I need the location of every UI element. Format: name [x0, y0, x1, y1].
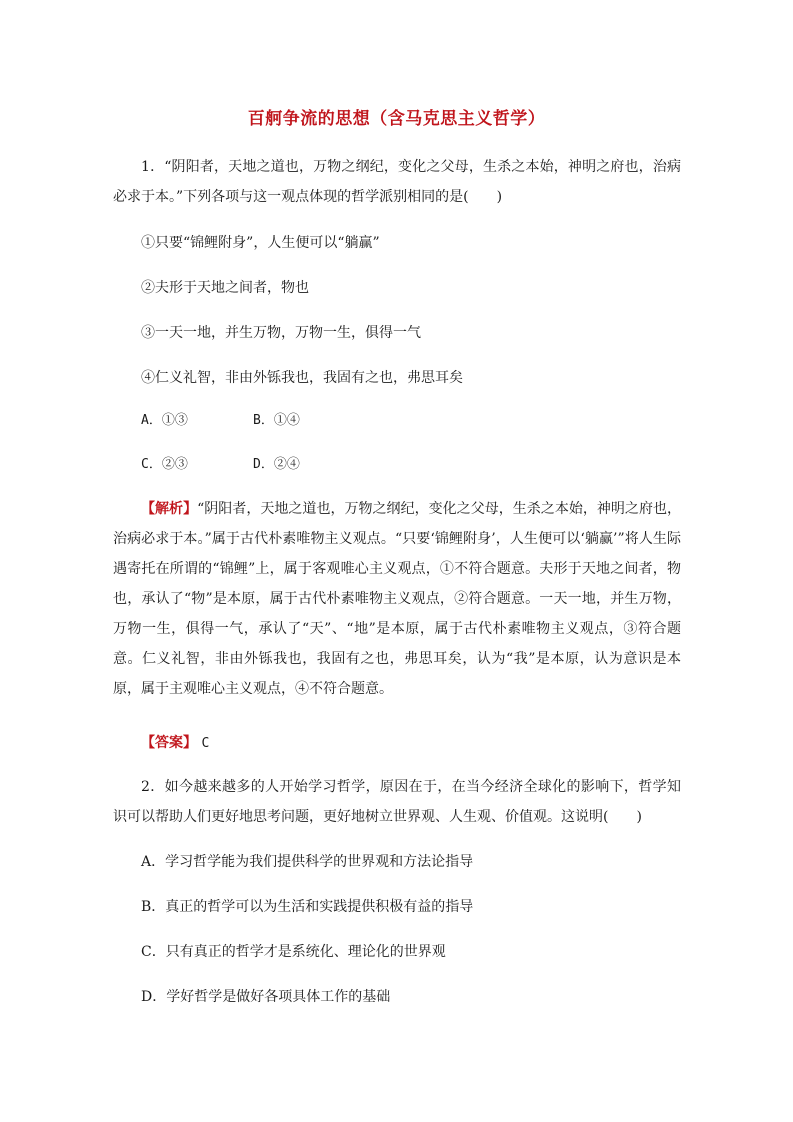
page-title: 百舸争流的思想（含马克思主义哲学）	[247, 109, 546, 129]
question-1-option-a: A．①③	[141, 413, 188, 428]
question-1-answer	[113, 728, 681, 759]
question-1-item-1: ①只要“锦鲤附身”，人生便可以“躺赢”	[141, 235, 380, 251]
question-1-item-3: ③一天一地，并生万物，万物一生，俱得一气	[141, 325, 421, 341]
question-2-option-c: C．只有真正的哲学才是系统化、理论化的世界观	[141, 944, 446, 960]
question-2-stem: 2．如今越来越多的人开始学习哲学，原因在于，在当今经济全球化的影响下，哲学知识可以帮助人们更好地思考问题，更好地树立世界观、人生观、价值观。这说明( )	[113, 779, 681, 825]
question-1-analysis	[113, 494, 681, 704]
answer-value: C	[201, 736, 210, 751]
question-2-option-a: A．学习哲学能为我们提供科学的世界观和方法论指导	[141, 854, 474, 870]
question-1-option-d: D．②④	[253, 457, 300, 472]
question-2-option-d: D．学好哲学是做好各项具体工作的基础	[141, 989, 391, 1005]
question-1-option-b: B．①④	[253, 413, 300, 428]
question-1-item-4: ④仁义礼智，非由外铄我也，我固有之也，弗思耳矣	[141, 370, 463, 386]
analysis-label: 【解析】	[141, 501, 198, 517]
question-1-stem: 1．“阴阳者，天地之道也，万物之纲纪，变化之父母，生杀之本始，神明之府也，治病必求于本。”下列各项与这一观点体现的哲学派别相同的是( )	[113, 159, 681, 205]
question-1-item-2: ②夫形于天地之间者，物也	[141, 280, 309, 296]
analysis-text: “阴阳者，天地之道也，万物之纲纪，变化之父母，生杀之本始，神明之府也，治病必求于本。”属于古代朴素唯物主义观点。“只要‘锦鲤附身’，人生便可以‘躺赢’”将人生际遇寄托在所谓的“锦鲤”上，属于客观唯心主义观点，①不符合题意。夫形于天地之间者，物也，承认了“物”是本原，属于古代朴素唯物主义观点，②符合题意。一天一地，并生万物，万物一生，俱得一气，承认了“天”、“地”是本原，属于古代朴素唯物主义观点，③符合题意。仁义礼智，非由外铄我也，我固有之也，弗思耳矣，认为“我”是本原，认为意识是本原，属于主观唯心主义观点，④不符合题意。	[113, 501, 682, 697]
question-2-option-b: B．真正的哲学可以为生活和实践提供积极有益的指导	[141, 899, 474, 915]
answer-label: 【答案】	[141, 735, 197, 751]
question-1-option-c: C．②③	[141, 457, 188, 472]
